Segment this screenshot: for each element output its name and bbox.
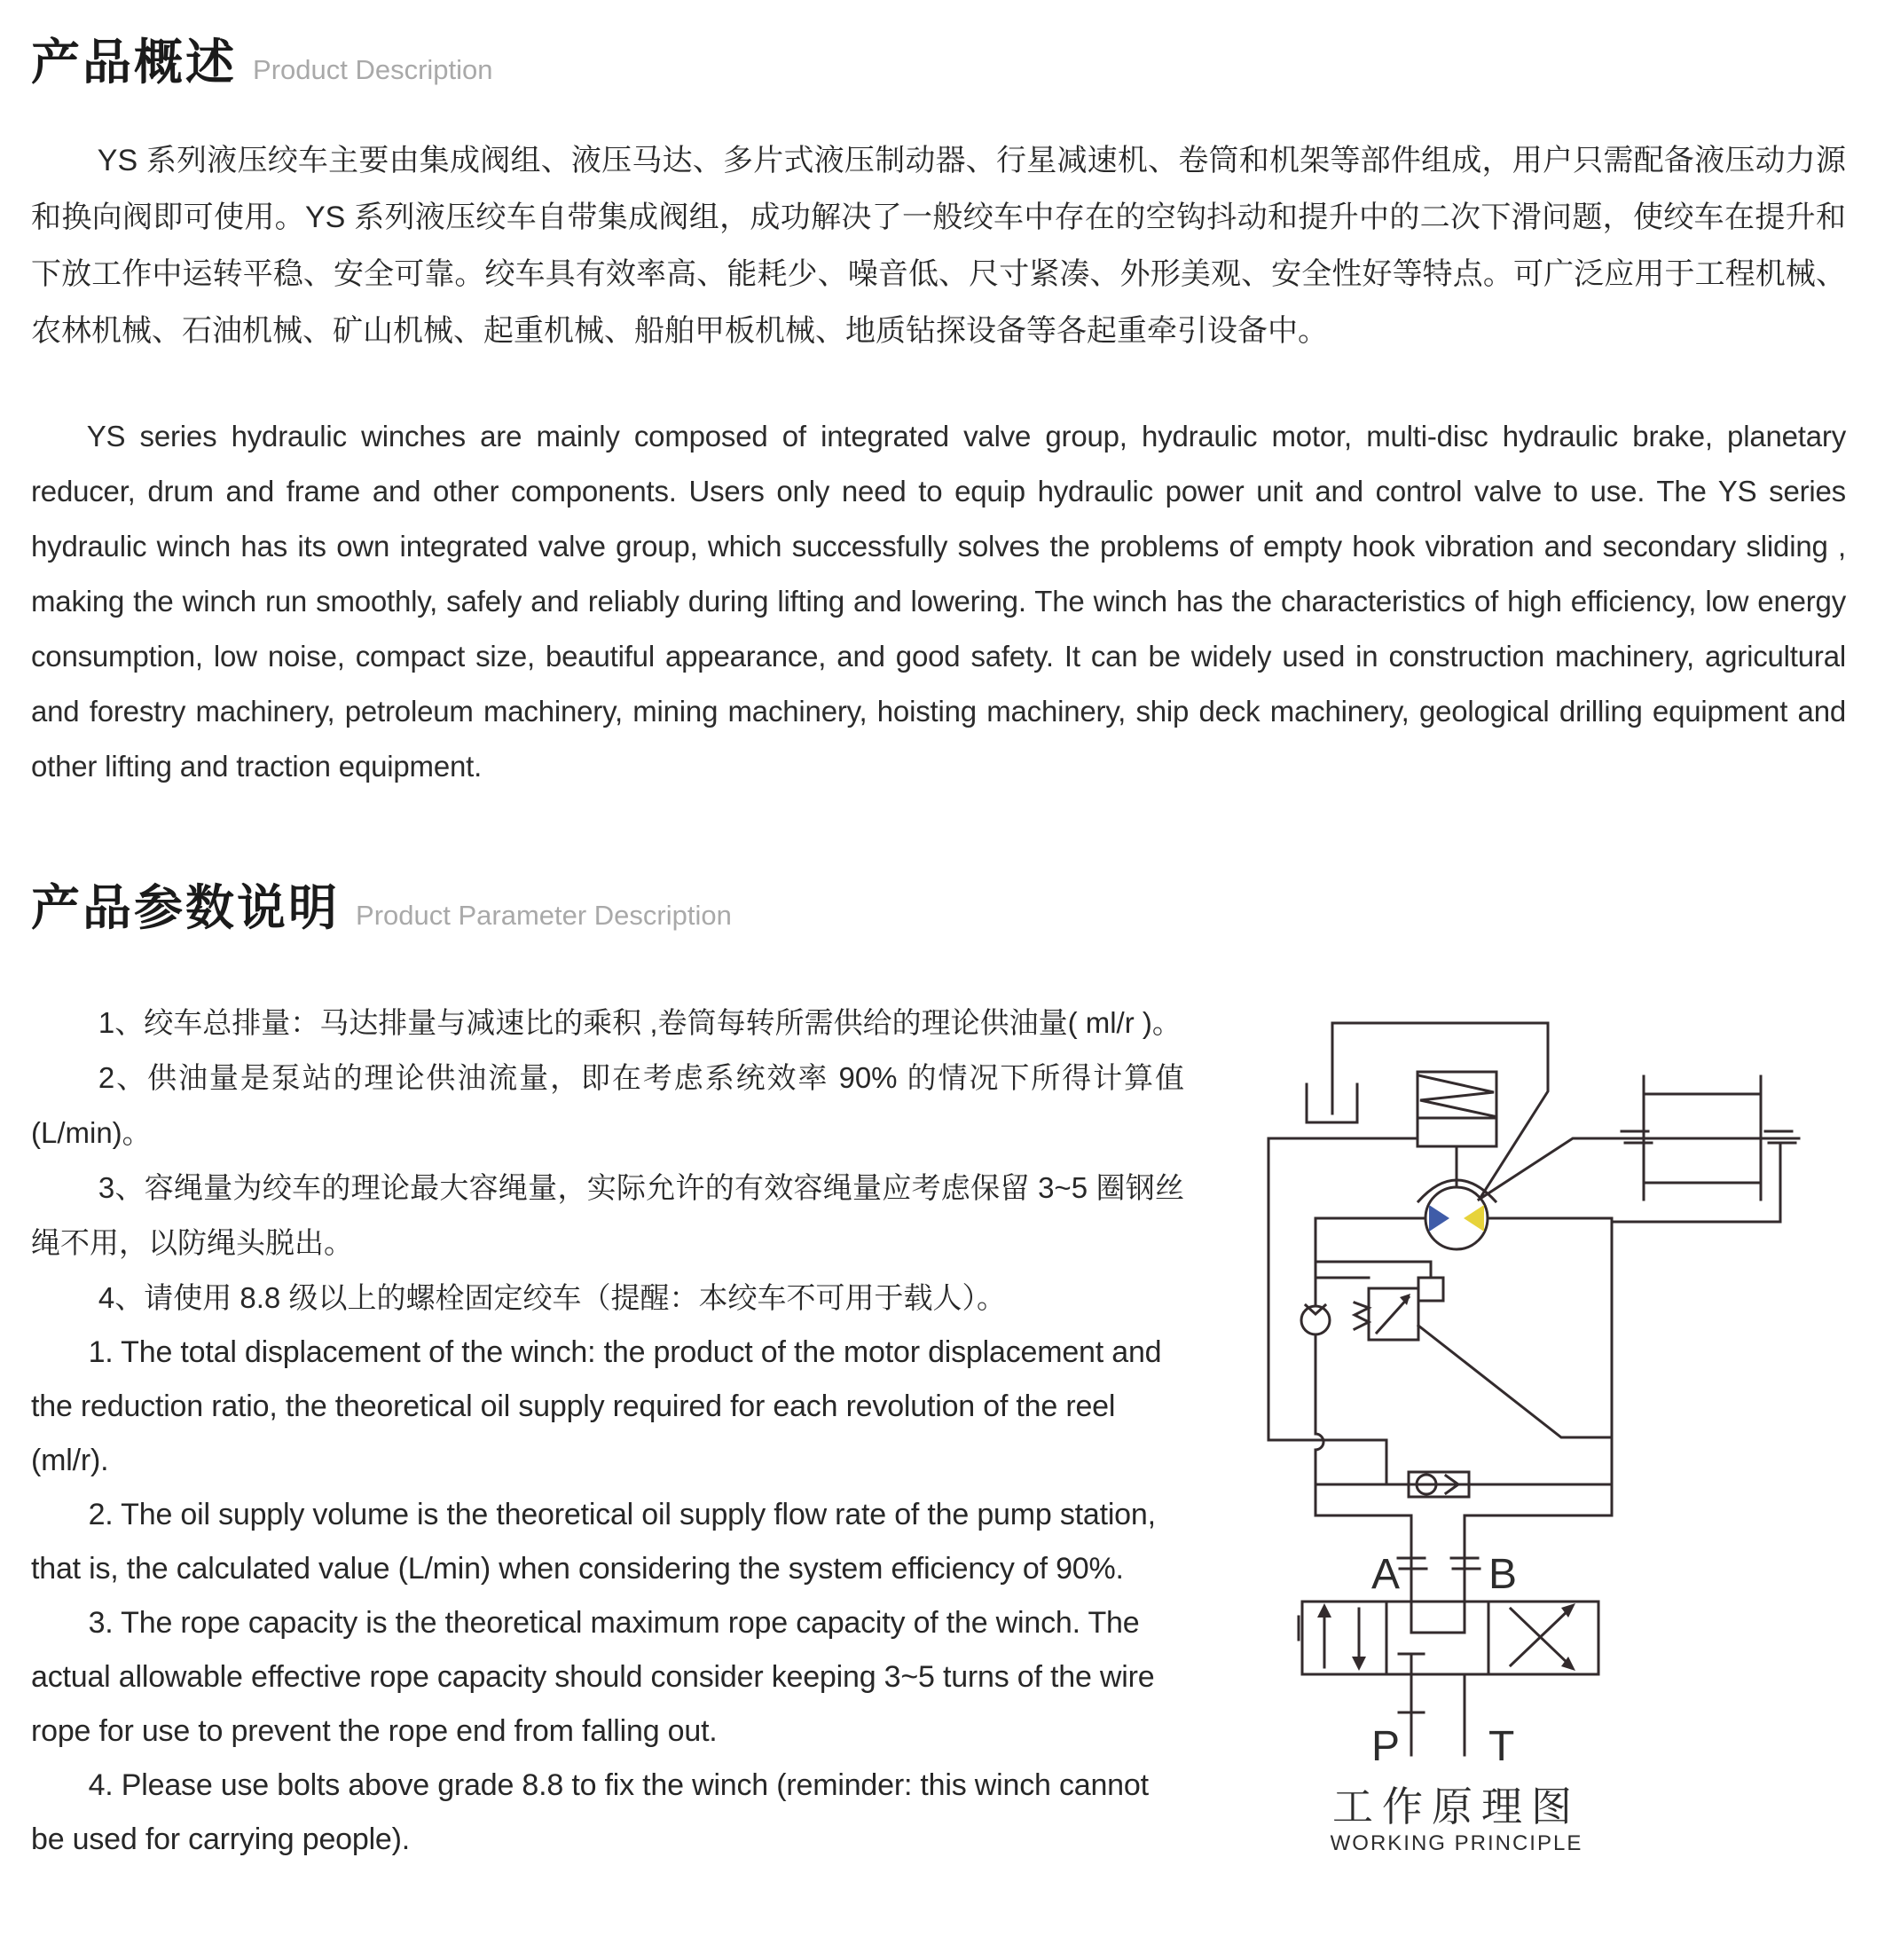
parameters-list bbox=[31, 996, 1184, 1867]
parameters-section-heading bbox=[31, 869, 1846, 939]
check-valve-icon bbox=[1301, 1305, 1330, 1484]
parameters-heading-zh: 产品参数说明 bbox=[31, 880, 341, 935]
shaft-line bbox=[1479, 1138, 1799, 1200]
port-label-a: A bbox=[1370, 1551, 1400, 1598]
overview-heading-en: Product Description bbox=[253, 54, 493, 85]
parameter-item-zh-1: 1、绞车总排量：马达排量与减速比的乘积 ,卷筒每转所需供给的理论供油量( ml/r )。 bbox=[98, 1006, 1182, 1039]
diagram-caption-en: WORKING PRINCIPLE bbox=[1330, 1831, 1583, 1855]
brake-cylinder-icon bbox=[1418, 1072, 1496, 1185]
parameters-heading-en: Product Parameter Description bbox=[356, 900, 732, 931]
overview-paragraph-zh: YS 系列液压绞车主要由集成阀组、液压马达、多片式液压制动器、行星减速机、卷筒和机架等部件组成，用户只需配备液压动力源和换向阀即可使用。YS 系列液压绞车自带集成阀组，成功解决了一般绞车中存在的空钩抖动和提升中的二次下滑问题，使绞车在提升和下放工作中运转平稳、安全可靠。绞车具有效率高、能耗少、噪音低、尺寸紧凑、外形美观、安全性好等特点。可广泛应用于工程机械、农林机械、石油机械、矿山机械、起重机械、船舶甲板机械、地质钻探设备等各起重牵引设备中。 bbox=[31, 144, 1846, 348]
overview-paragraph-en: YS series hydraulic winches are mainly composed of integrated valve group, hydraulic motor, multi-disc hydraulic brake, planetary reducer, drum and frame and other components. Users only need to equip hydraulic power unit and control valve to use. The YS series hydraulic winch has its own integrated valve group, which successfully solves the problems of empty hook vibration and secondary sliding , making the winch run smoothly, safely and reliably during lifting and lowering. The winch has the characteristics of high efficiency, low energy consumption, low noise, compact size, beautiful appearance, and good safety. It can be widely used in construction machinery, agricultural and forestry machinery, petroleum machinery, mining machinery, hoisting machinery, ship deck machinery, geological drilling equipment and other lifting and traction equipment. bbox=[31, 420, 1846, 783]
directional-valve-icon bbox=[1299, 1602, 1598, 1674]
parameter-item-zh-3: 3、容绳量为绞车的理论最大容绳量，实际允许的有效容绳量应考虑保留 3~5 圈钢丝绳不用，以防绳头脱出。 bbox=[31, 1171, 1184, 1259]
diagram-caption-zh: 工作原理图 bbox=[1332, 1783, 1581, 1830]
overview-section-heading bbox=[31, 0, 1846, 93]
overview-heading-zh: 产品概述 bbox=[31, 35, 238, 90]
arrowheads bbox=[1317, 1294, 1575, 1671]
parameter-item-zh-4: 4、请使用 8.8 级以上的螺栓固定绞车（提醒：本绞车不可用于载人）。 bbox=[98, 1281, 1006, 1314]
parameter-item-en-2: 2. The oil supply volume is the theoretical oil supply flow rate of the pump station, that is, the calculated value (L/min) when considering the system efficiency of 90%. bbox=[31, 1498, 1156, 1586]
drum-icon bbox=[1612, 1076, 1795, 1222]
parameter-item-en-3: 3. The rope capacity is the theoretical maximum rope capacity of the winch. The actual allowable effective rope capacity should consider keeping 3~5 turns of the wire rope for use to prevent the rope end from falling out. bbox=[31, 1606, 1155, 1748]
motor-port-right-triangle bbox=[1464, 1205, 1484, 1232]
port-label-p: P bbox=[1370, 1723, 1400, 1770]
schematic-lines bbox=[1268, 1023, 1799, 1755]
working-principle-diagram bbox=[1224, 976, 1877, 1872]
port-label-t: T bbox=[1488, 1723, 1515, 1770]
port-label-b: B bbox=[1488, 1551, 1518, 1598]
parameter-item-en-4: 4. Please use bolts above grade 8.8 to fix the winch (reminder: this winch cannot be used for carrying people). bbox=[31, 1768, 1149, 1856]
tank-icon bbox=[1307, 1023, 1357, 1122]
parameter-item-en-1: 1. The total displacement of the winch: the product of the motor displacement and the reduction ratio, the theoretical oil supply required for each revolution of the reel (ml/r). bbox=[31, 1335, 1162, 1477]
motor-right-line bbox=[1465, 1218, 1612, 1602]
motor-port-left-triangle bbox=[1429, 1205, 1449, 1232]
rail-line bbox=[1332, 1023, 1548, 1196]
balance-valve-icon bbox=[1315, 1262, 1612, 1437]
port-line-p bbox=[1399, 1674, 1424, 1755]
shuttle-valve-icon bbox=[1315, 1472, 1612, 1497]
parameter-item-zh-2: 2、供油量是泵站的理论供油流量，即在考虑系统效率 90% 的情况下所得计算值 (L/min)。 bbox=[31, 1061, 1184, 1149]
